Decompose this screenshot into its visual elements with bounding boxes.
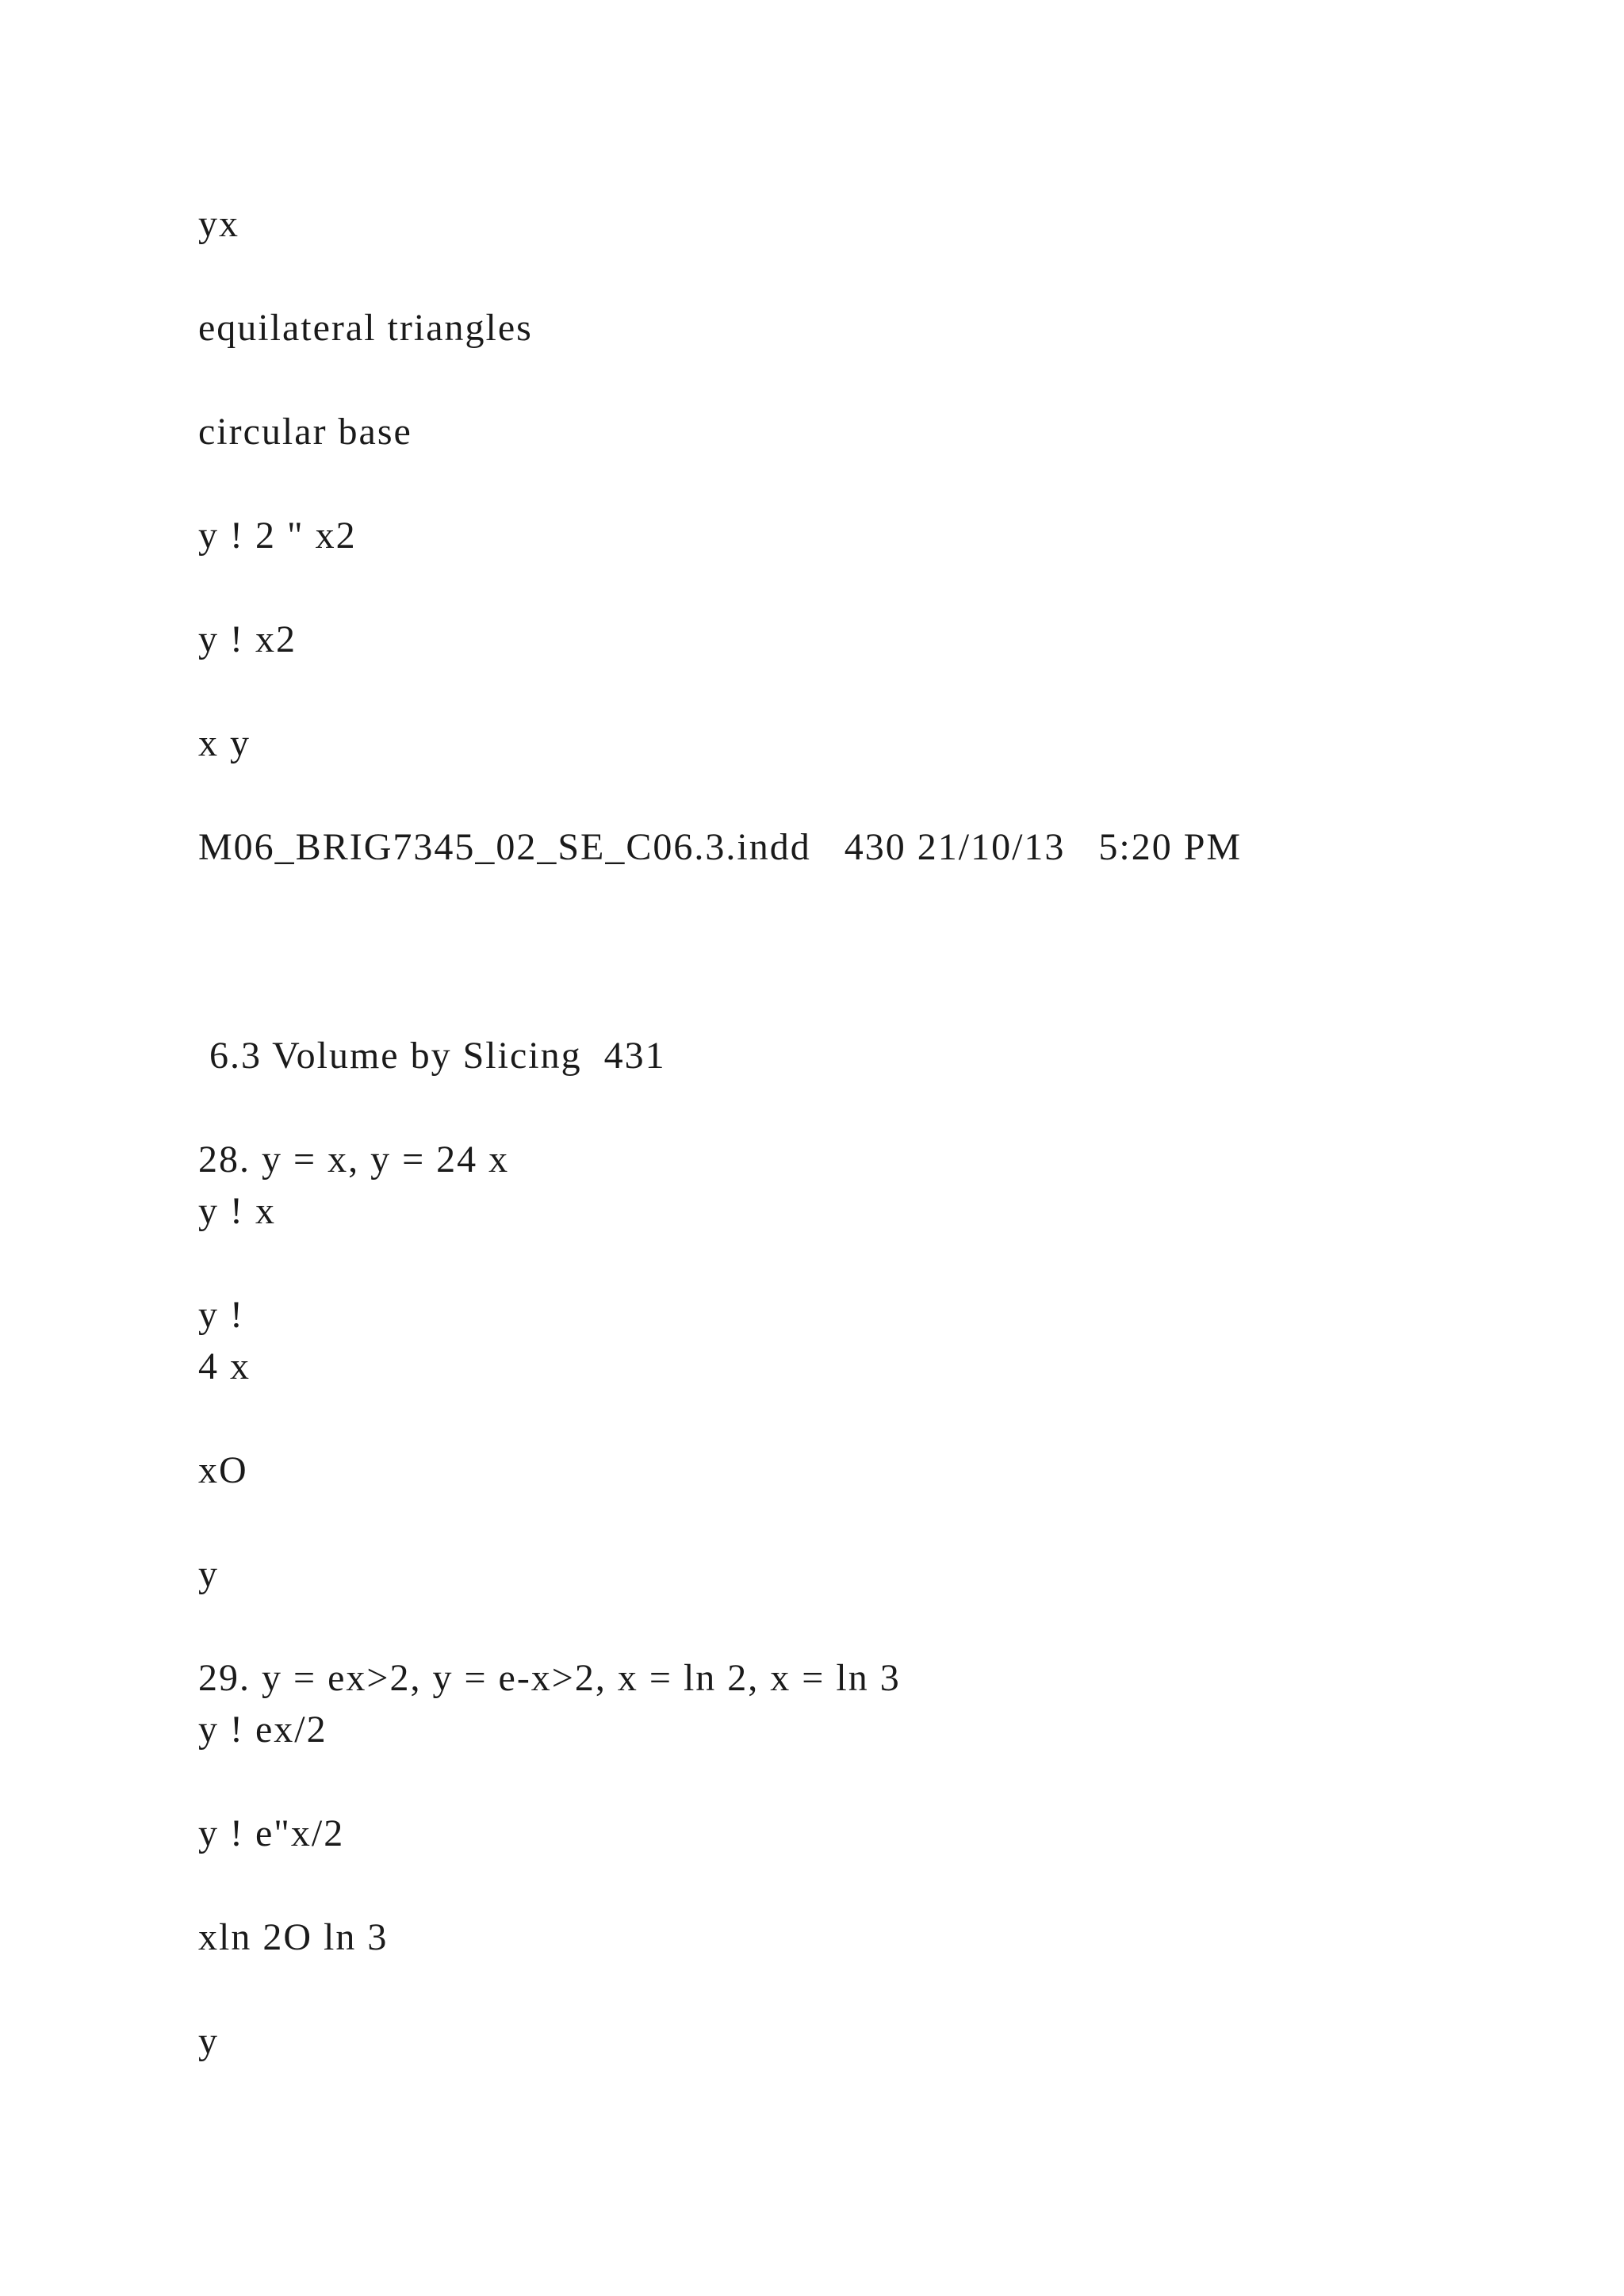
text-line-equation-1: y ! 2 " x2 bbox=[198, 515, 357, 557]
text-line-circular-base: circular base bbox=[198, 411, 412, 453]
text-line-4x: 4 x bbox=[198, 1345, 251, 1387]
text-line-ln-axis: xln 2O ln 3 bbox=[198, 1916, 389, 1958]
text-line-axis-labels: x y bbox=[198, 722, 251, 764]
text-line-equation-2: y ! x2 bbox=[198, 618, 297, 660]
file-footer-line: M06_BRIG7345_02_SE_C06.3.indd 430 21/10/13 5:20 PM bbox=[198, 826, 1243, 868]
text-line-y-x: y ! x bbox=[198, 1190, 276, 1232]
text-line-y-axis: y bbox=[198, 1553, 219, 1595]
text-line-y-final: y bbox=[198, 2020, 219, 2062]
text-line-equilateral-triangles: equilateral triangles bbox=[198, 307, 533, 349]
text-line-xo: xO bbox=[198, 1449, 248, 1491]
text-line-yx: yx bbox=[198, 203, 239, 245]
text-line-exp-positive: y ! ex/2 bbox=[198, 1709, 327, 1751]
text-line-exp-negative: y ! e"x/2 bbox=[198, 1812, 345, 1854]
problem-28: 28. y = x, y = 24 x bbox=[198, 1138, 510, 1181]
problem-29: 29. y = ex>2, y = e-x>2, x = ln 2, x = ln 3 bbox=[198, 1657, 901, 1699]
section-heading: 6.3 Volume by Slicing 431 bbox=[198, 1035, 666, 1077]
text-line-y: y ! bbox=[198, 1294, 244, 1336]
